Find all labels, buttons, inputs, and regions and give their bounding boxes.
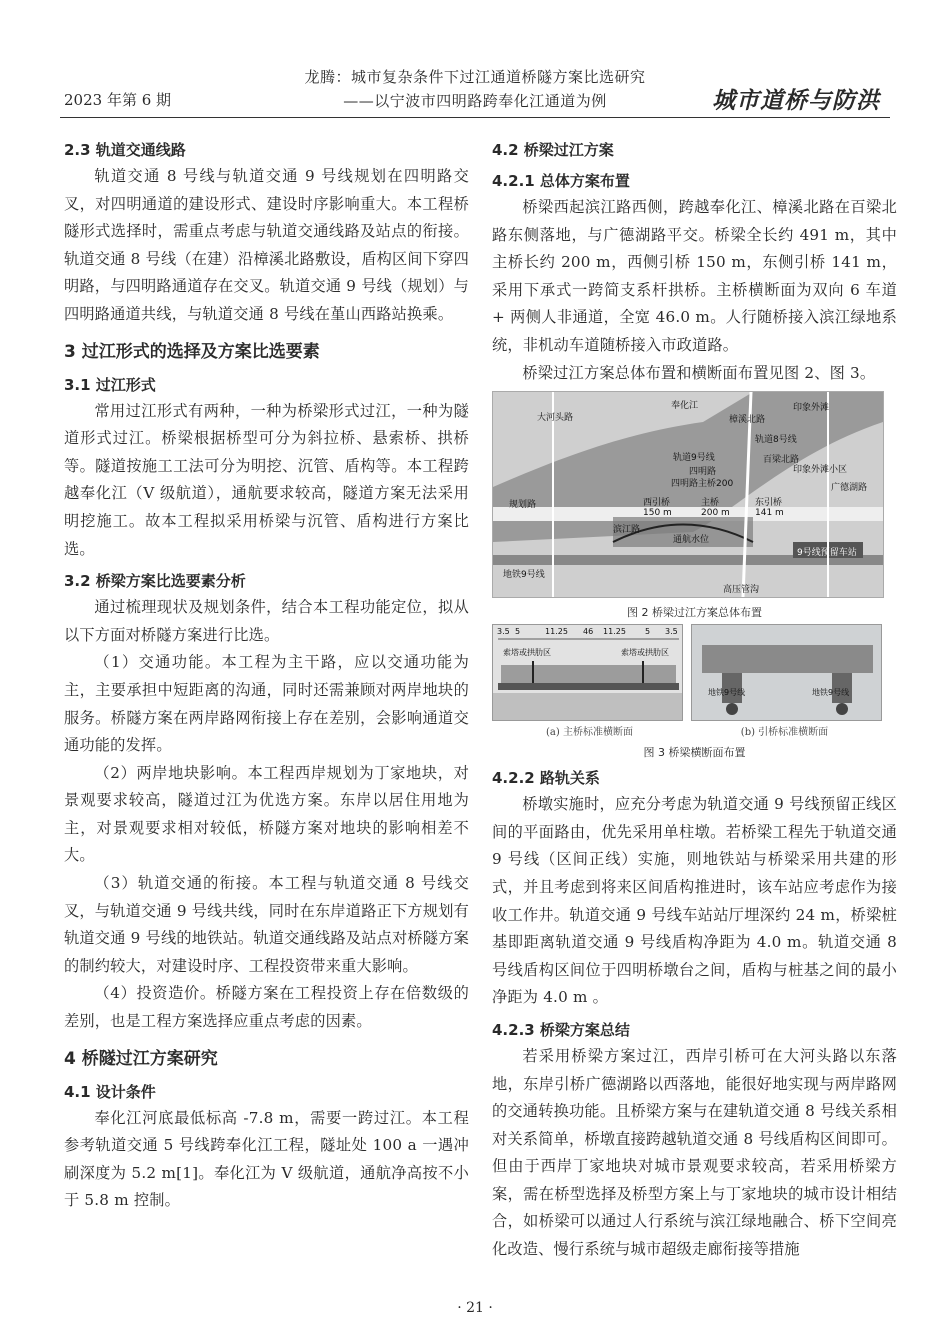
fig2-label: 高压管沟 [723,585,760,596]
fig2-label: 西引桥 [643,498,671,509]
fig2-label: 主桥 [701,498,720,509]
fig2-label: 四明路主桥200 [671,479,734,490]
section-heading: 2.3 轨道交通线路 [64,141,186,159]
fig2-label: 轨道8号线 [755,435,797,446]
paragraph: （2）两岸地块影响。本工程西岸规划为丁家地块，对景观要求较高，隧道过江为优选方案。东岸以居住用地为主，对景观要求相对较低，桥隧方案对地块的影响相差不大。 [64,763,469,865]
section-heading: 4.2.2 路轨关系 [492,769,600,788]
paragraph: 桥梁西起滨江路西侧，跨越奉化江、樟溪北路在百梁北路东侧落地，与广德湖路平交。桥梁全长约 491 m，其中主桥长约 200 m，西侧引桥 150 m，东侧引桥 141 m，采用下承式一跨简支系杆拱桥。主桥横断面为双向 6 车道 + 两侧人非通道，全宽 46.0 m。人行随桥接入滨江绿地系统，非机动车道随桥接入市政道路。 [492,198,897,354]
issue-label: 2023 年第 6 期 [64,91,172,109]
dim-label: 3.5 [665,627,678,637]
section-heading: 4.2 桥梁过江方案 [492,141,614,159]
figure-3 [492,624,897,760]
fig2-label: 印象外滩 [793,403,830,414]
running-title: 龙腾：城市复杂条件下过江通道桥隧方案比选研究 [304,68,646,86]
metro-label: 地铁9号线 [708,688,746,698]
fig2-label: 百梁北路 [763,455,800,466]
paragraph: 常用过江形式有两种，一种为桥梁形式过江，一种为隧道形式过江。桥梁根据桥型可分为斜拉桥、悬索桥、拱桥等。隧道按施工工法可分为明挖、沉管、盾构等。本工程跨越奉化江（V 级航道），通航要求较高，隧道方案无法采用明挖施工。故本工程拟采用桥梁与沉管、盾构进行方案比选。 [64,401,469,558]
fig2-label: 樟溪北路 [729,415,766,426]
left-column [64,132,469,1215]
main-bridge-section [492,624,683,721]
fig2-label: 150 m [643,508,672,519]
dim-label: 3.5 [497,627,510,637]
paragraph: 桥梁过江方案总体布置和横断面布置见图 2、图 3。 [522,363,876,382]
pylon-zone-label: 索塔或拱肋区 [621,648,669,658]
fig2-label: 滨江路 [613,525,641,536]
dim-label: 5 [645,627,651,637]
section-heading: 3 过江形式的选择及方案比选要素 [64,341,320,362]
subcaption-a: (a) 主桥标准横断面 [546,727,633,739]
header-rule [60,117,890,118]
paragraph: （1）交通功能。本工程为主干路，应以交通功能为主，主要承担中短距离的沟通，同时还需兼顾对两岸地块的服务。桥隧方案在两岸路网衔接上存在差别，会影响通道交通功能的发挥。 [64,653,469,755]
fig2-label: 东引桥 [755,498,783,509]
dim-label: 11.25 [545,627,568,637]
section-heading: 4.2.1 总体方案布置 [492,172,630,190]
paragraph: 桥墩实施时，应充分考虑为轨道交通 9 号线预留正线区间的平面路由，优先采用单柱墩。若桥梁工程先于轨道交通 9 号线（区间正线）实施，则地铁站与桥梁采用共建的形式，并且考虑到将来区间盾构推进时，该车站应考虑作为接收工作井。轨道交通 9 号线车站站厅埋深约 24 m，桥梁桩基即距离轨道交通 9 号线盾构净距为 4.0 m。轨道交通 8 号线盾构区间位于四明桥墩台之间，盾构与桩基之间的最小净距为 4.0 m 。 [492,795,897,1007]
fig2-label: 大河头路 [537,413,574,424]
fig2-label: 通航水位 [673,535,710,546]
dim-label: 46 [583,627,594,637]
section-heading: 4.2.3 桥梁方案总结 [492,1020,630,1039]
approach-bridge-section [691,624,882,721]
figure-caption: 图 2 桥梁过江方案总体布置 [627,606,762,620]
section-heading: 4 桥隧过江方案研究 [64,1048,218,1069]
journal-logo: 城市道桥与防洪 [712,87,880,114]
fig2-label: 印象外滩小区 [793,465,848,476]
fig2-label: 地铁9号线 [503,570,545,581]
page-header [0,0,950,120]
section-heading: 3.1 过江形式 [64,375,156,394]
paragraph: 通过梳理现状及规划条件，结合本工程功能定位，拟从以下方面对桥隧方案进行比选。 [64,598,469,644]
paragraph: 奉化江河底最低标高 -7.8 m，需要一跨过江。本工程参考轨道交通 5 号线跨奉化江工程，隧址处 100 a 一遇冲刷深度为 5.2 m[1]。奉化江为 V 级航道，通航净高按不小于 5.8 m 控制。 [64,1108,469,1210]
metro-label: 地铁9号线 [812,688,850,698]
figure-2 [492,391,897,620]
bridge-layout-plan [492,391,884,598]
pylon-zone-label: 索塔或拱肋区 [503,648,551,658]
running-subtitle: ——以宁波市四明路跨奉化江通道为例 [343,92,607,110]
subcaption-b: (b) 引桥标准横断面 [740,727,829,739]
fig2-label: 广德湖路 [831,483,868,494]
main-section-drawing [493,625,683,720]
dim-label: 11.25 [603,627,626,637]
cross-sections [492,624,882,719]
paragraph: （4）投资造价。桥隧方案在工程投资上存在倍数级的差别，也是工程方案选择应重点考虑的因素。 [64,984,469,1031]
figure-caption: 图 3 桥梁横断面布置 [643,746,746,760]
fig2-label: 141 m [755,508,784,519]
subcaptions [492,723,882,738]
page-number: · 21 · [457,1300,493,1316]
paragraph: 若采用桥梁方案过江，西岸引桥可在大河头路以东落地，东岸引桥广德湖路以西落地，能很好地实现与两岸路网的交通转换功能。且桥梁方案与在建轨道交通 8 号线关系相对关系简单，桥墩直接跨越轨道交通 8 号线盾构区间即可。但由于西岸丁家地块对城市景观要求较高，若采用桥梁方案，需在桥型选择及桥型方案上与丁家地块的城市设计相结合，如桥梁可以通过人行系统与滨江绿地融合、桥下空间亮化改造、慢行系统与城市超级走廊衔接等措施 [492,1046,897,1259]
fig2-label: 四明路 [689,467,717,478]
approach-section-drawing [692,625,882,720]
fig2-label: 规划路 [509,500,537,511]
paragraph: （3）轨道交通的衔接。本工程与轨道交通 8 号线交叉，与轨道交通 9 号线共线，同时在东岸道路正下方规划有轨道交通 9 号线的地铁站。轨道交通线路及站点对桥隧方案的制约较大，对建设时序、工程投资带来重大影响。 [64,874,469,975]
section-heading: 3.2 桥梁方案比选要素分析 [64,572,246,591]
paragraph: 轨道交通 8 号线与轨道交通 9 号线规划在四明路交叉，对四明通道的建设形式、建设时序影响重大。本工程桥隧形式选择时，需重点考虑与轨道交通线路及站点的衔接。轨道交通 8 号线（在建）沿樟溪北路敷设，盾构区间下穿四明路，与四明路通道存在交叉。轨道交通 9 号线（规划）与四明路通道共线，与轨道交通 8 号线在堇山西路站换乘。 [64,167,469,323]
fig2-label: 200 m [701,508,730,519]
fig2-label: 奉化江 [671,401,699,412]
fig2-label: 9号线预留车站 [797,548,857,559]
right-column [492,132,897,1264]
dim-label: 5 [515,627,521,637]
fig2-label: 轨道9号线 [673,453,715,464]
section-heading: 4.1 设计条件 [64,1082,156,1101]
